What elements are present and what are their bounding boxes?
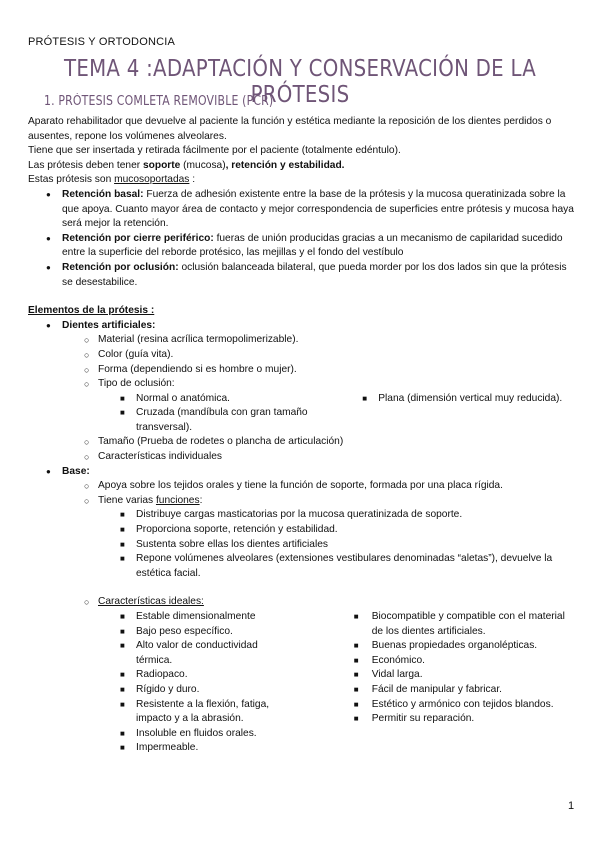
funcion-item: ■ Proporciona soporte, retención y estabilidad. [28,523,576,538]
oclusion-normal: ■ Normal o anatómica. [136,392,230,404]
intro-p3-soporte: soporte [142,159,181,171]
square-bullet-icon: ■ [120,743,125,753]
page-title: TEMA 4 :ADAPTACIÓN Y CONSERVACIÓN DE LA PRÓTESIS [63,56,537,108]
ideal-item: ■ Insoluble en fluidos orales. [120,727,354,742]
square-bullet-icon: ■ [120,699,125,709]
dientes-tipo-oclusion: ○ Tipo de oclusión: [28,377,576,392]
intro-p4-text: Estas prótesis son [28,174,115,186]
base-tiene-colon: : [199,494,203,506]
retention-item-oclusion [28,261,576,290]
ideal-item: ■ Radiopaco. [120,668,354,683]
square-bullet-icon: ■ [120,641,125,651]
oclusion-cruzada-wrap [120,406,346,435]
section-heading: 1. PRÓTESIS COMLETA REMOVIBLE (PCR) [44,94,274,109]
ideal-item: ■ Estético y armónico con tejidos blandos. [354,698,576,713]
ideal-item: ■ Impermeable. [120,741,354,756]
elements-title: Elementos de la prótesis : [28,305,155,317]
base-apoya: ○ Apoya sobre los tejidos orales y tiene la función de soporte, formada por una placa rígida. [28,479,576,494]
intro-p3-retention: , retención y estabilidad. [225,159,345,171]
oclusion-types [28,392,576,436]
ideales-columns [28,610,576,756]
page-number: 1 [568,800,575,812]
retention-text: Fuerza de adhesión existente entre la base de la prótesis y la mucosa queratinizada sobre la que apoya. Cuanto mayor área de contacto y mejor correspondencia de superficies entre prótesis y mucosa haya será mejor la retención. [62,188,574,230]
square-bullet-icon: ■ [120,728,125,738]
square-bullet-icon: ■ [120,684,125,694]
intro-paragraph-3 [28,159,576,174]
base-funciones-intro [28,494,576,509]
ideal-item: ■ Biocompatible y compatible con el material de los dientes artificiales. [354,610,576,639]
base-funciones-word: funciones [155,494,200,506]
retention-term: Retención por cierre periférico: [62,232,214,244]
retention-term: Retención basal: [62,188,144,200]
square-bullet-icon: ■ [120,626,125,636]
ideales-label: Características ideales: [98,596,204,608]
intro-paragraph-4 [28,173,576,188]
ideal-item: ■ Resistente a la flexión, fatiga, impacto y a la abrasión. [120,698,270,725]
square-bullet-icon: ■ [120,670,125,680]
retention-item-basal [28,188,576,232]
retention-text: fueras de unión producidas gracias a un mecanismo de capilaridad sucedido entre la superficie del reborde protésico, las mejillas y el fondo del vestíbulo [62,232,563,259]
square-bullet-icon: ■ ■ [120,612,125,621]
elements-list [28,319,576,582]
ideal-item: ■ Alto valor de conductividad térmica. [120,640,258,666]
element-dientes [28,319,576,334]
page-header: PRÓTESIS Y ORTODONCIA [28,36,176,48]
funcion-item: ■ Distribuye cargas masticatorias por la mucosa queratinizada de soporte. [28,508,576,523]
square-bullet-icon: ■ [120,408,125,418]
ideales-label-item [28,595,576,610]
elements-section [28,304,576,756]
dientes-forma: ○ Forma (dependiendo si es hombre o mujer). [28,363,576,378]
retention-item-periferico [28,232,576,261]
dientes-material: ○ Material (resina acrílica termopolimerizable). [28,333,576,348]
base-label: Base: [62,465,90,477]
intro-p3-text: Las prótesis deben tener [28,159,143,171]
intro-paragraph-2: Tiene que ser insertada y retirada fácilmente por el paciente (totalmente edéntulo). [28,145,401,157]
ideal-item: ■ Bajo peso específico. [120,625,354,640]
oclusion-plana: ■ Plana (dimensión vertical muy reducida). [362,392,576,407]
base-tiene-text: Tiene varias [98,494,156,506]
ideal-item: ■ ■ Estable dimensionalmente [120,610,354,625]
oclusion-cruzada: Cruzada (mandíbula con gran tamaño transversal). [136,407,308,433]
retention-list [28,188,576,290]
ideal-item: ■ Económico. [354,654,576,669]
retention-text: oclusión balanceada bilateral, que pueda morder por los dos lados sin que la prótesis se desestabilice. [62,261,567,288]
funcion-item: ■ Sustenta sobre ellas los dientes artificiales [28,538,576,553]
ideal-item: ■ Fácil de manipular y fabricar. [354,683,576,698]
dientes-tamano: ○ Tamaño (Prueba de rodetes o plancha de articulación) [28,435,576,450]
document-body [28,115,576,756]
dientes-caracteristicas: ○ Características individuales [28,450,576,465]
ideal-item: ■ Rígido y duro. [120,683,354,698]
retention-term: Retención por oclusión: [62,261,179,273]
intro-p4-mucosoportadas: mucosoportadas [114,174,190,186]
funcion-item: ■ Repone volúmenes alveolares (extensiones vestibulares denominadas “aletas”), devuelve la estética facial. [28,552,576,581]
ideal-item: ■ Vidal larga. [354,668,576,683]
ideal-item: ■ Buenas propiedades organolépticas. [354,639,576,654]
intro-p4-colon: : [189,174,196,186]
dientes-color: ○ Color (guía vita). [28,348,576,363]
intro-paragraph-1: Aparato rehabilitador que devuelve al paciente la función y estética mediante la reposición de los dientes perdidos o ausentes, repone los volúmenes alveolares. [28,116,552,142]
intro-p3-mucosa: (mucosa) [180,159,226,171]
element-base [28,465,576,480]
dientes-label: Dientes artificiales: [62,319,156,331]
ideal-item: ■ Permitir su reparación. [354,712,576,727]
